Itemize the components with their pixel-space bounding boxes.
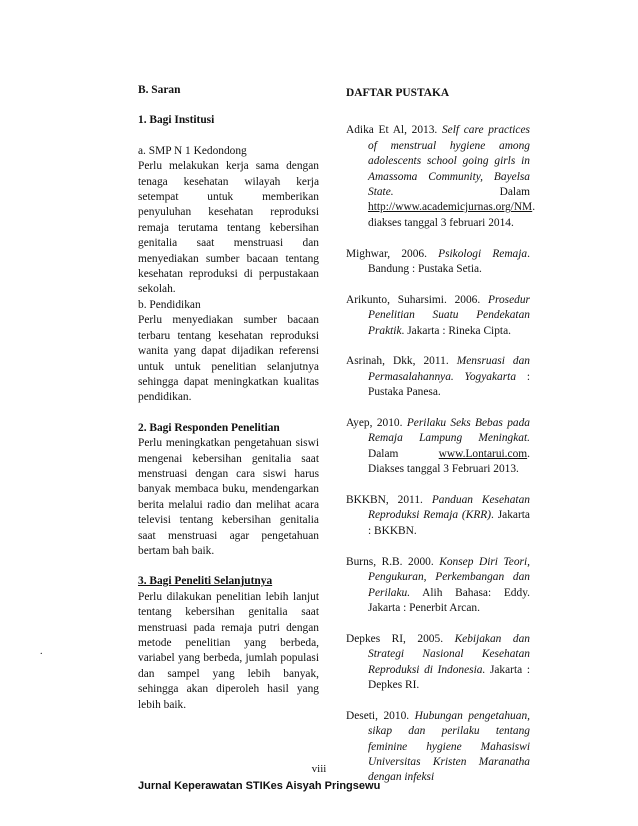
reference-authors: BKKBN, 2011. [346, 494, 423, 507]
reference-details: Dalam [499, 186, 530, 199]
reference-title: Perilaku Seks Bebas pada Remaja Lampung Meningkat. [368, 417, 531, 445]
reference-title: Kebijakan dan Strategi Nasional Kesehatan Reproduksi di Indonesia. [368, 632, 530, 676]
reference-title: Mensruasi dan Permasalahannya. Yogyakarta [368, 355, 530, 383]
school-heading: a. SMP N 1 Kedondong [138, 144, 247, 157]
reference-details: Alih Bahasa: Eddy. Jakarta : Penerbit Arcan. [368, 586, 530, 614]
reference-item [346, 247, 530, 278]
reference-authors: Arikunto, Suharsimi. 2006. [346, 293, 481, 306]
reference-item [346, 354, 530, 400]
reference-authors: Depkes RI, 2005. [346, 632, 444, 645]
references-title: DAFTAR PUSTAKA [346, 87, 450, 99]
reference-authors: Adika Et Al, 2013. [346, 124, 438, 137]
reference-item [346, 493, 530, 539]
reference-title: Self care practices of menstrual hygiene among adolescents school going girls in Amassoma Community, Bayelsa State. [368, 124, 530, 199]
reference-title: Prosedur Penelitian Suatu Pendekatan Praktik [368, 293, 530, 337]
reference-details: . Jakarta : Rineka Cipta. [401, 324, 511, 337]
journal-footer: Jurnal Keperawatan STIKes Aisyah Pringsewu [138, 780, 381, 792]
suggestions-column [138, 83, 319, 713]
reference-item [346, 555, 530, 617]
reference-link[interactable]: http://www.academicjurnas.org/NM [368, 201, 533, 214]
reference-title: Hubungan pengetahuan, sikap dan perilaku tentang feminine hygiene Mahasiswi Universitas Kristen Maranatha dengan infeksi [368, 709, 530, 784]
reference-item [346, 632, 530, 694]
reference-details: . Jakarta : BKKBN. [368, 509, 530, 537]
reference-authors: Ayep, 2010. [346, 417, 403, 430]
reference-title: Psikologi Remaja [438, 247, 528, 260]
reference-item [346, 293, 530, 339]
reference-details: Dalam [368, 447, 439, 460]
reference-link[interactable]: www.Lontarui.com [438, 447, 528, 460]
stray-mark: . [40, 646, 43, 657]
reference-authors: Burns, R.B. 2000. [346, 555, 434, 568]
subsection-institution-title: 1. Bagi Institusi [138, 114, 215, 127]
school-paragraph: Perlu melakukan kerja sama dengan tenaga kesehatan wilayah kerja setempat untuk memberikan penyuluhan kesehatan reproduksi remaja terutama tentang kebersihan genitalia saat menstruasi dan menyediakan sumber bacaan tentang kesehatan reproduksi di perpustakaan sekolah. [138, 160, 319, 296]
researcher-paragraph: Perlu dilakukan penelitian lebih lanjut tentang kebersihan genitalia saat menstruasi pada remaja putri dengan metode penelitian yang berbeda, variabel yang berbeda, jumlah populasi dan sampel yang lebih banyak, sehingga akan diperoleh hasil yang lebih baik. [138, 590, 319, 711]
reference-details: : Pustaka Panesa. [368, 370, 531, 399]
references-column [346, 86, 536, 801]
reference-title: Panduan Kesehatan Reproduksi Remaja (KRR) [368, 494, 530, 522]
section-title: B. Saran [138, 84, 181, 96]
reference-authors: Asrinah, Dkk, 2011. [346, 355, 449, 368]
reference-authors: Deseti, 2010. [346, 709, 410, 722]
respondent-paragraph: Perlu meningkatkan pengetahuan siswi mengenai kebersihan genitalia saat menstruasi dengan cara siswi harus banyak membaca buku, mendengarkan berita melalui radio dan melihat acara televisi tentang kebersihan genitalia saat menstruasi agar pengetahuan bertam bah baik. [138, 437, 319, 557]
reference-title: Konsep Diri Teori, Pengukuran, Perkembangan dan Perilaku. [368, 555, 530, 599]
reference-details: . Diakses tanggal 3 Februari 2013. [368, 447, 530, 476]
reference-details: Jakarta : Depkes RI. [368, 663, 530, 691]
reference-details: . Bandung : Pustaka Setia. [368, 247, 530, 276]
subsection-researcher-title: 3. Bagi Peneliti Selanjutnya [138, 575, 273, 588]
reference-item [346, 416, 530, 478]
page-number: viii [311, 763, 327, 775]
reference-details: . diakses tanggal 3 februari 2014. [368, 201, 536, 229]
reference-item [346, 123, 536, 231]
education-paragraph: Perlu menyediakan sumber bacaan terbaru tentang kesehatan reproduksi wanita yang dapat dijadikan referensi untuk untuk penelitian selanjutnya sehingga dapat meningkatkan kualitas pendidikan. [138, 314, 319, 404]
reference-authors: Mighwar, 2006. [346, 247, 427, 260]
subsection-respondent-title: 2. Bagi Responden Penelitian [138, 421, 280, 434]
education-heading: b. Pendidikan [138, 298, 201, 311]
